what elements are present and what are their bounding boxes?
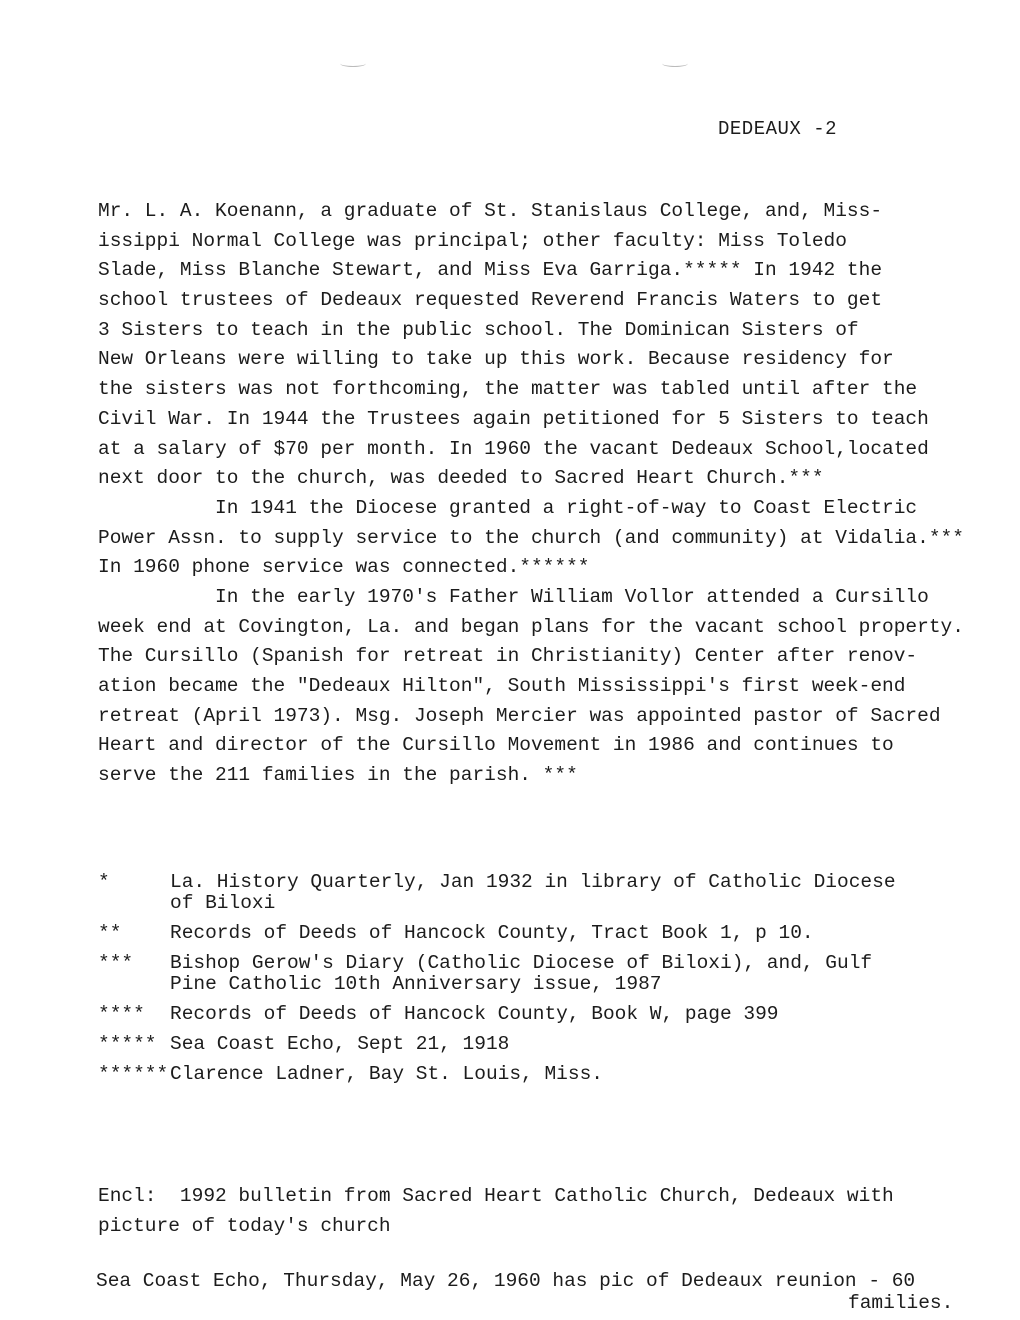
footnote-mark: **	[98, 922, 122, 944]
body-line: Heart and director of the Cursillo Movement in 1986 and continues to	[98, 734, 894, 757]
body-line: Civil War. In 1944 the Trustees again petitioned for 5 Sisters to teach	[98, 407, 929, 430]
footnotes-list	[98, 872, 978, 1094]
body-line: In 1960 phone service was connected.******	[98, 556, 590, 579]
page-header: DEDEAUX -2	[718, 118, 838, 140]
footnote-text: Sea Coast Echo, Sept 21, 1918	[170, 1033, 510, 1055]
footnote-text: La. History Quarterly, Jan 1932 in library of Catholic Diocese of Biloxi	[170, 871, 896, 914]
body-line: at a salary of $70 per month. In 1960 the vacant Dedeaux School,located	[98, 437, 929, 460]
footnote-text: Records of Deeds of Hancock County, Tract Book 1, p 10.	[170, 922, 814, 944]
body-line: retreat (April 1973). Msg. Joseph Mercier was appointed pastor of Sacred	[98, 704, 941, 727]
newspaper-note	[96, 1268, 976, 1314]
scan-mark	[340, 60, 366, 67]
body-line: school trustees of Dedeaux requested Reverend Francis Waters to get	[98, 289, 883, 312]
footnote-mark: *****	[98, 1033, 157, 1055]
footnote-item	[98, 923, 978, 944]
body-line: New Orleans were willing to take up this work. Because residency for	[98, 348, 894, 371]
body-line: In 1941 the Diocese granted a right-of-way to Coast Electric	[98, 496, 918, 519]
body-line: serve the 211 families in the parish. ***	[98, 764, 578, 787]
body-line: Slade, Miss Blanche Stewart, and Miss Eva Garriga.***** In 1942 the	[98, 259, 883, 282]
body-line: The Cursillo (Spanish for retreat in Christianity) Center after renov-	[98, 645, 918, 668]
body-line: Mr. L. A. Koenann, a graduate of St. Stanislaus College, and, Miss-	[98, 200, 883, 222]
footnote-item	[98, 1004, 978, 1025]
note-line: families.	[848, 1292, 954, 1314]
footnote-item	[98, 953, 978, 995]
scan-mark	[662, 60, 688, 67]
body-line: week end at Covington, La. and began plans for the vacant school property.	[98, 615, 964, 638]
footnote-item	[98, 1064, 978, 1085]
body-line: the sisters was not forthcoming, the matter was tabled until after the	[98, 378, 918, 401]
footnote-mark: ***	[98, 952, 134, 974]
body-text	[98, 197, 998, 791]
enclosure-line: picture of today's church	[98, 1215, 391, 1237]
enclosure-note	[98, 1181, 978, 1241]
body-line: In the early 1970's Father William Vollor attended a Cursillo	[98, 585, 929, 608]
note-line: Sea Coast Echo, Thursday, May 26, 1960 has pic of Dedeaux reunion - 60	[96, 1270, 916, 1292]
body-line: ation became the "Dedeaux Hilton", South Mississippi's first week-end	[98, 675, 906, 697]
footnote-mark: ******	[98, 1063, 169, 1085]
footnote-mark: *	[98, 871, 110, 893]
body-line: next door to the church, was deeded to Sacred Heart Church.***	[98, 467, 824, 490]
body-line: issippi Normal College was principal; other faculty: Miss Toledo	[98, 229, 847, 252]
footnote-text: Bishop Gerow's Diary (Catholic Diocese of Biloxi), and, Gulf Pine Catholic 10th Anniversary issue, 1987	[170, 952, 873, 995]
footnote-item	[98, 872, 978, 914]
footnote-text: Clarence Ladner, Bay St. Louis, Miss.	[170, 1063, 603, 1085]
footnote-item	[98, 1034, 978, 1055]
body-line: Power Assn. to supply service to the church (and community) at Vidalia.***	[98, 526, 964, 549]
footnote-text: Records of Deeds of Hancock County, Book W, page 399	[170, 1003, 779, 1025]
enclosure-line: Encl: 1992 bulletin from Sacred Heart Catholic Church, Dedeaux with	[98, 1185, 894, 1207]
footnote-mark: ****	[98, 1003, 145, 1025]
body-line: 3 Sisters to teach in the public school. The Dominican Sisters of	[98, 318, 859, 341]
